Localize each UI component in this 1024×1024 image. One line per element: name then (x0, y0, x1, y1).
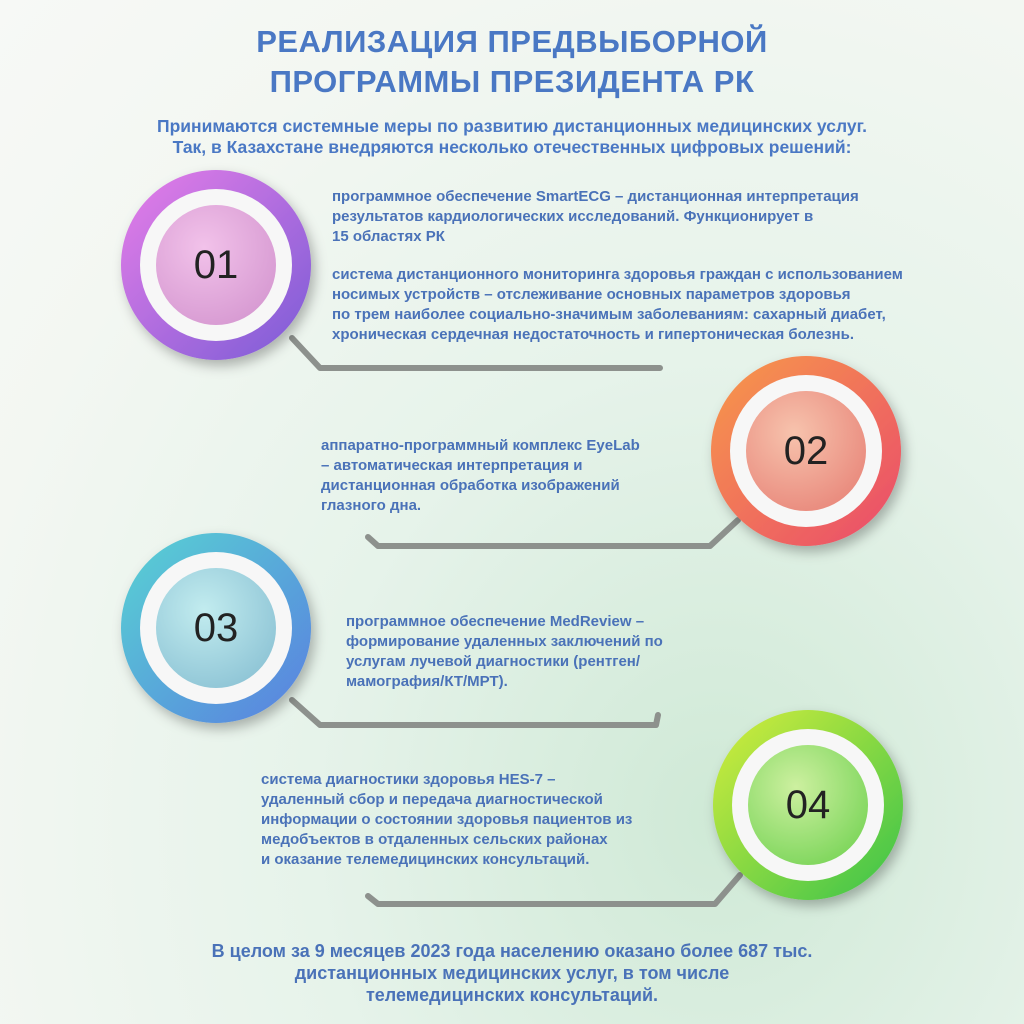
page-title (0, 22, 1024, 102)
subtitle-line-1: Принимаются системные меры по развитию дистанционных медицинских услуг. (157, 116, 867, 136)
item-number-03: 03 (193, 606, 239, 650)
title-line-1: РЕАЛИЗАЦИЯ ПРЕДВЫБОРНОЙ (256, 24, 768, 59)
page-subtitle (40, 116, 984, 158)
item-02-text-eyelab: аппаратно-программный комплекс EyeLab – автоматическая интерпретация и дистанционная обработка изображений глазного дна. (321, 437, 640, 514)
connector-line-02 (368, 520, 738, 546)
item-03-text-medreview: программное обеспечение MedReview – формирование удаленных заключений по услугам лучевой диагностики (рентген/ мамография/КТ/МРТ). (346, 613, 663, 690)
item-number-01: 01 (193, 243, 239, 287)
item-01-text-smartecg: программное обеспечение SmartECG – дистанционная интерпретация результатов кардиологических исследований. Функционирует в 15 областях РК (332, 188, 859, 245)
subtitle-line-2: Так, в Казахстане внедряются несколько отечественных цифровых решений: (172, 137, 852, 157)
item-04-text-hes7: система диагностики здоровья HES-7 – удаленный сбор и передача диагностической информации о состоянии здоровья пациентов из медобъектов в отдаленных сельских районах и оказание телемедицинских консультаций. (261, 771, 633, 868)
connector-line-04 (368, 875, 740, 904)
item-number-04: 04 (785, 783, 831, 827)
item-number-02: 02 (783, 429, 829, 473)
footer-summary: В целом за 9 месяцев 2023 года населению оказано более 687 тыс. дистанционных медицинских услуг, в том числе телемедицинских консультаций. (211, 941, 813, 1005)
item-01-text-monitoring: система дистанционного мониторинга здоровья граждан с использованием носимых устройств – отслеживание основных параметров здоровья по трем наиболее социально-значимым заболеваниям: сахарный диабет, хроническая сердечная недостаточность и гипертоническая болезнь. (332, 266, 903, 343)
connector-line-03 (292, 700, 658, 725)
title-line-2: ПРОГРАММЫ ПРЕЗИДЕНТА РК (269, 64, 755, 99)
